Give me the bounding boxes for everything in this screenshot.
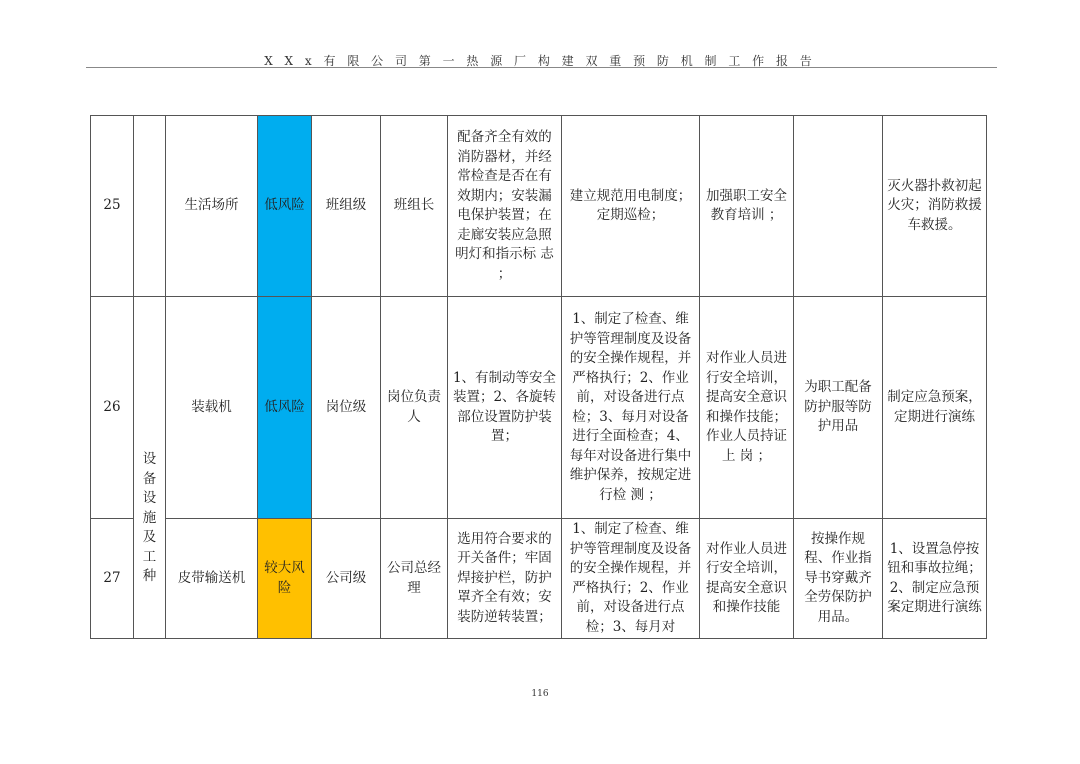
emergency-measures: 制定应急预案，定期进行演练	[883, 297, 987, 519]
engineering-measures: 选用符合要求的开关备件；牢固焊接护栏，防护罩齐全有效；安装防逆转装置；	[448, 519, 562, 639]
responsible-person: 岗位负责人	[381, 297, 448, 519]
row-number: 26	[91, 297, 134, 519]
ppe-measures: 为职工配备防护服等防护用品	[794, 297, 883, 519]
row-number: 27	[91, 519, 134, 639]
training-measures: 对作业人员进行安全培训，提高安全意识和操作技能；作业人员持证上 岗 ；	[700, 297, 794, 519]
management-measures: 1、制定了检查、维护等管理制度及设备的安全操作规程，并严格执行；2、作业前，对设备进行点检；3、每月对设备进行全面检查；4、每年对设备进行集中维护保养，按规定进行检 测 ；	[562, 297, 700, 519]
ppe-measures	[794, 116, 883, 297]
management-measures: 1、制定了检查、维护等管理制度及设备的安全操作规程，并严格执行；2、作业前，对设备进行点检；3、每月对	[562, 519, 700, 639]
category-cell-empty	[134, 116, 166, 297]
responsible-person: 班组长	[381, 116, 448, 297]
table-row	[91, 297, 987, 519]
control-level: 公司级	[312, 519, 381, 639]
emergency-measures: 灭火器扑救初起火灾；消防救援车救援。	[883, 116, 987, 297]
table-row	[91, 519, 987, 639]
risk-table	[90, 115, 987, 639]
page-header: X X x 有 限 公 司 第 一 热 源 厂 构 建 双 重 预 防 机 制 工 作 报 告	[264, 54, 816, 68]
category-label: 设备设施及工种	[142, 451, 157, 585]
training-measures: 对作业人员进行安全培训，提高安全意识和操作技能	[700, 519, 794, 639]
control-level: 班组级	[312, 116, 381, 297]
training-measures: 加强职工安全教育培训 ；	[700, 116, 794, 297]
risk-level-badge: 低风险	[258, 116, 312, 297]
emergency-measures: 1、设置急停按钮和事故拉绳；2、制定应急预案定期进行演练	[883, 519, 987, 639]
management-measures: 建立规范用电制度；定期巡检；	[562, 116, 700, 297]
control-level: 岗位级	[312, 297, 381, 519]
risk-point-name: 生活场所	[166, 116, 258, 297]
category-cell	[134, 297, 166, 639]
page-number: 116	[531, 689, 549, 699]
engineering-measures: 配备齐全有效的消防器材，并经常检查是否在有效期内；安装漏电保护装置；在走廊安装应急照明灯和指示标 志 ；	[448, 116, 562, 297]
responsible-person: 公司总经理	[381, 519, 448, 639]
header-rule	[86, 67, 997, 68]
engineering-measures: 1、有制动等安全装置；2、各旋转部位设置防护装置；	[448, 297, 562, 519]
risk-level-badge: 低风险	[258, 297, 312, 519]
row-number: 25	[91, 116, 134, 297]
risk-point-name: 装载机	[166, 297, 258, 519]
ppe-measures: 按操作规程、作业指导书穿戴齐全劳保防护用品。	[794, 519, 883, 639]
table-row	[91, 116, 987, 297]
risk-point-name: 皮带输送机	[166, 519, 258, 639]
risk-level-badge: 较大风险	[258, 519, 312, 639]
